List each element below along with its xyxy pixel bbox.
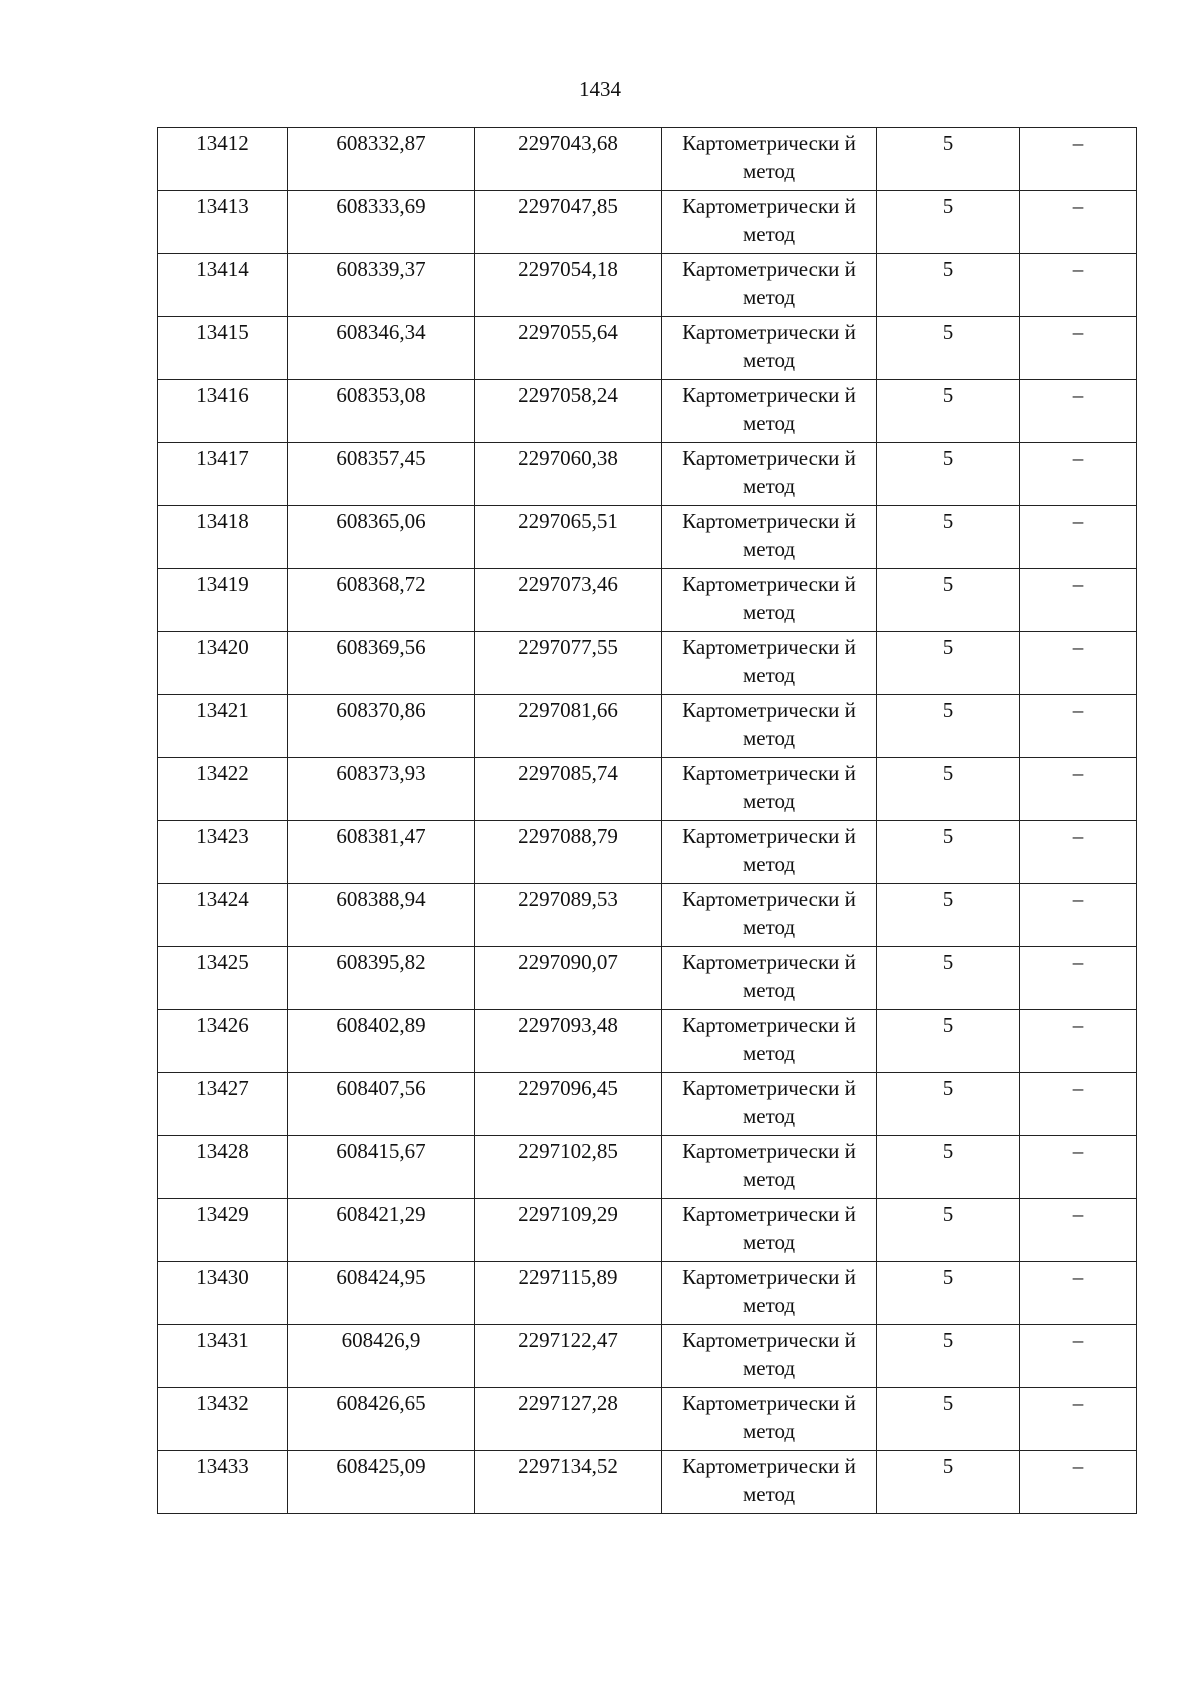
method-cell: Картометрически й метод xyxy=(662,821,877,884)
accuracy-cell: 5 xyxy=(877,1262,1020,1325)
point-number-cell: 13417 xyxy=(158,443,288,506)
point-number-cell: 13421 xyxy=(158,695,288,758)
x-coordinate-cell: 608353,08 xyxy=(288,380,475,443)
y-coordinate-cell: 2297058,24 xyxy=(475,380,662,443)
method-cell: Картометрически й метод xyxy=(662,884,877,947)
table-row xyxy=(158,317,1137,380)
note-cell: – xyxy=(1020,947,1137,1010)
accuracy-cell: 5 xyxy=(877,569,1020,632)
y-coordinate-cell: 2297115,89 xyxy=(475,1262,662,1325)
point-number-cell: 13418 xyxy=(158,506,288,569)
method-cell: Картометрически й метод xyxy=(662,443,877,506)
point-number-cell: 13416 xyxy=(158,380,288,443)
page-number: 1434 xyxy=(579,77,621,101)
method-cell: Картометрически й метод xyxy=(662,380,877,443)
accuracy-cell: 5 xyxy=(877,947,1020,1010)
accuracy-cell: 5 xyxy=(877,1073,1020,1136)
table-row xyxy=(158,632,1137,695)
accuracy-cell: 5 xyxy=(877,506,1020,569)
accuracy-cell: 5 xyxy=(877,821,1020,884)
method-cell: Картометрически й метод xyxy=(662,569,877,632)
table-row xyxy=(158,1199,1137,1262)
accuracy-cell: 5 xyxy=(877,380,1020,443)
accuracy-cell: 5 xyxy=(877,128,1020,191)
accuracy-cell: 5 xyxy=(877,695,1020,758)
accuracy-cell: 5 xyxy=(877,632,1020,695)
point-number-cell: 13415 xyxy=(158,317,288,380)
x-coordinate-cell: 608368,72 xyxy=(288,569,475,632)
y-coordinate-cell: 2297054,18 xyxy=(475,254,662,317)
method-cell: Картометрически й метод xyxy=(662,506,877,569)
accuracy-cell: 5 xyxy=(877,1010,1020,1073)
accuracy-cell: 5 xyxy=(877,1451,1020,1514)
y-coordinate-cell: 2297047,85 xyxy=(475,191,662,254)
accuracy-cell: 5 xyxy=(877,758,1020,821)
note-cell: – xyxy=(1020,191,1137,254)
point-number-cell: 13429 xyxy=(158,1199,288,1262)
point-number-cell: 13422 xyxy=(158,758,288,821)
x-coordinate-cell: 608370,86 xyxy=(288,695,475,758)
x-coordinate-cell: 608339,37 xyxy=(288,254,475,317)
table-row xyxy=(158,569,1137,632)
table-row xyxy=(158,1073,1137,1136)
note-cell: – xyxy=(1020,1136,1137,1199)
point-number-cell: 13433 xyxy=(158,1451,288,1514)
note-cell: – xyxy=(1020,695,1137,758)
x-coordinate-cell: 608381,47 xyxy=(288,821,475,884)
y-coordinate-cell: 2297122,47 xyxy=(475,1325,662,1388)
method-cell: Картометрически й метод xyxy=(662,1388,877,1451)
point-number-cell: 13414 xyxy=(158,254,288,317)
x-coordinate-cell: 608407,56 xyxy=(288,1073,475,1136)
table-row xyxy=(158,884,1137,947)
x-coordinate-cell: 608425,09 xyxy=(288,1451,475,1514)
method-cell: Картометрически й метод xyxy=(662,1451,877,1514)
method-cell: Картометрически й метод xyxy=(662,128,877,191)
note-cell: – xyxy=(1020,1199,1137,1262)
y-coordinate-cell: 2297077,55 xyxy=(475,632,662,695)
point-number-cell: 13425 xyxy=(158,947,288,1010)
method-cell: Картометрически й метод xyxy=(662,1073,877,1136)
y-coordinate-cell: 2297089,53 xyxy=(475,884,662,947)
note-cell: – xyxy=(1020,1451,1137,1514)
x-coordinate-cell: 608373,93 xyxy=(288,758,475,821)
x-coordinate-cell: 608395,82 xyxy=(288,947,475,1010)
x-coordinate-cell: 608333,69 xyxy=(288,191,475,254)
note-cell: – xyxy=(1020,506,1137,569)
table-row xyxy=(158,1388,1137,1451)
method-cell: Картометрически й метод xyxy=(662,695,877,758)
note-cell: – xyxy=(1020,254,1137,317)
table-row xyxy=(158,191,1137,254)
method-cell: Картометрически й метод xyxy=(662,947,877,1010)
table-row xyxy=(158,380,1137,443)
point-number-cell: 13426 xyxy=(158,1010,288,1073)
table-row xyxy=(158,947,1137,1010)
y-coordinate-cell: 2297127,28 xyxy=(475,1388,662,1451)
method-cell: Картометрически й метод xyxy=(662,1325,877,1388)
method-cell: Картометрически й метод xyxy=(662,317,877,380)
accuracy-cell: 5 xyxy=(877,884,1020,947)
x-coordinate-cell: 608421,29 xyxy=(288,1199,475,1262)
x-coordinate-cell: 608357,45 xyxy=(288,443,475,506)
method-cell: Картометрически й метод xyxy=(662,632,877,695)
table-row xyxy=(158,1136,1137,1199)
point-number-cell: 13432 xyxy=(158,1388,288,1451)
accuracy-cell: 5 xyxy=(877,191,1020,254)
point-number-cell: 13424 xyxy=(158,884,288,947)
note-cell: – xyxy=(1020,443,1137,506)
table-row xyxy=(158,821,1137,884)
y-coordinate-cell: 2297093,48 xyxy=(475,1010,662,1073)
note-cell: – xyxy=(1020,632,1137,695)
accuracy-cell: 5 xyxy=(877,1199,1020,1262)
method-cell: Картометрически й метод xyxy=(662,758,877,821)
coordinates-table-body xyxy=(158,128,1137,1514)
table-row xyxy=(158,1451,1137,1514)
coordinates-table xyxy=(157,127,1137,1514)
point-number-cell: 13428 xyxy=(158,1136,288,1199)
note-cell: – xyxy=(1020,1325,1137,1388)
note-cell: – xyxy=(1020,317,1137,380)
accuracy-cell: 5 xyxy=(877,1388,1020,1451)
y-coordinate-cell: 2297102,85 xyxy=(475,1136,662,1199)
x-coordinate-cell: 608426,9 xyxy=(288,1325,475,1388)
x-coordinate-cell: 608388,94 xyxy=(288,884,475,947)
y-coordinate-cell: 2297081,66 xyxy=(475,695,662,758)
y-coordinate-cell: 2297134,52 xyxy=(475,1451,662,1514)
method-cell: Картометрически й метод xyxy=(662,254,877,317)
x-coordinate-cell: 608424,95 xyxy=(288,1262,475,1325)
point-number-cell: 13413 xyxy=(158,191,288,254)
table-row xyxy=(158,254,1137,317)
method-cell: Картометрически й метод xyxy=(662,1010,877,1073)
note-cell: – xyxy=(1020,1388,1137,1451)
note-cell: – xyxy=(1020,758,1137,821)
table-row xyxy=(158,506,1137,569)
note-cell: – xyxy=(1020,380,1137,443)
method-cell: Картометрически й метод xyxy=(662,1136,877,1199)
table-row xyxy=(158,443,1137,506)
table-row xyxy=(158,1262,1137,1325)
x-coordinate-cell: 608332,87 xyxy=(288,128,475,191)
note-cell: – xyxy=(1020,569,1137,632)
x-coordinate-cell: 608365,06 xyxy=(288,506,475,569)
point-number-cell: 13431 xyxy=(158,1325,288,1388)
accuracy-cell: 5 xyxy=(877,443,1020,506)
y-coordinate-cell: 2297060,38 xyxy=(475,443,662,506)
point-number-cell: 13423 xyxy=(158,821,288,884)
note-cell: – xyxy=(1020,1073,1137,1136)
y-coordinate-cell: 2297085,74 xyxy=(475,758,662,821)
note-cell: – xyxy=(1020,884,1137,947)
point-number-cell: 13412 xyxy=(158,128,288,191)
x-coordinate-cell: 608346,34 xyxy=(288,317,475,380)
point-number-cell: 13420 xyxy=(158,632,288,695)
x-coordinate-cell: 608426,65 xyxy=(288,1388,475,1451)
table-row xyxy=(158,695,1137,758)
y-coordinate-cell: 2297073,46 xyxy=(475,569,662,632)
note-cell: – xyxy=(1020,128,1137,191)
x-coordinate-cell: 608369,56 xyxy=(288,632,475,695)
accuracy-cell: 5 xyxy=(877,254,1020,317)
y-coordinate-cell: 2297088,79 xyxy=(475,821,662,884)
note-cell: – xyxy=(1020,1010,1137,1073)
point-number-cell: 13427 xyxy=(158,1073,288,1136)
method-cell: Картометрически й метод xyxy=(662,1199,877,1262)
note-cell: – xyxy=(1020,1262,1137,1325)
point-number-cell: 13430 xyxy=(158,1262,288,1325)
y-coordinate-cell: 2297055,64 xyxy=(475,317,662,380)
y-coordinate-cell: 2297090,07 xyxy=(475,947,662,1010)
method-cell: Картометрически й метод xyxy=(662,191,877,254)
method-cell: Картометрически й метод xyxy=(662,1262,877,1325)
table-row xyxy=(158,1010,1137,1073)
table-row xyxy=(158,758,1137,821)
accuracy-cell: 5 xyxy=(877,1325,1020,1388)
table-row xyxy=(158,128,1137,191)
y-coordinate-cell: 2297043,68 xyxy=(475,128,662,191)
table-row xyxy=(158,1325,1137,1388)
note-cell: – xyxy=(1020,821,1137,884)
accuracy-cell: 5 xyxy=(877,1136,1020,1199)
x-coordinate-cell: 608402,89 xyxy=(288,1010,475,1073)
y-coordinate-cell: 2297109,29 xyxy=(475,1199,662,1262)
y-coordinate-cell: 2297065,51 xyxy=(475,506,662,569)
point-number-cell: 13419 xyxy=(158,569,288,632)
y-coordinate-cell: 2297096,45 xyxy=(475,1073,662,1136)
accuracy-cell: 5 xyxy=(877,317,1020,380)
x-coordinate-cell: 608415,67 xyxy=(288,1136,475,1199)
